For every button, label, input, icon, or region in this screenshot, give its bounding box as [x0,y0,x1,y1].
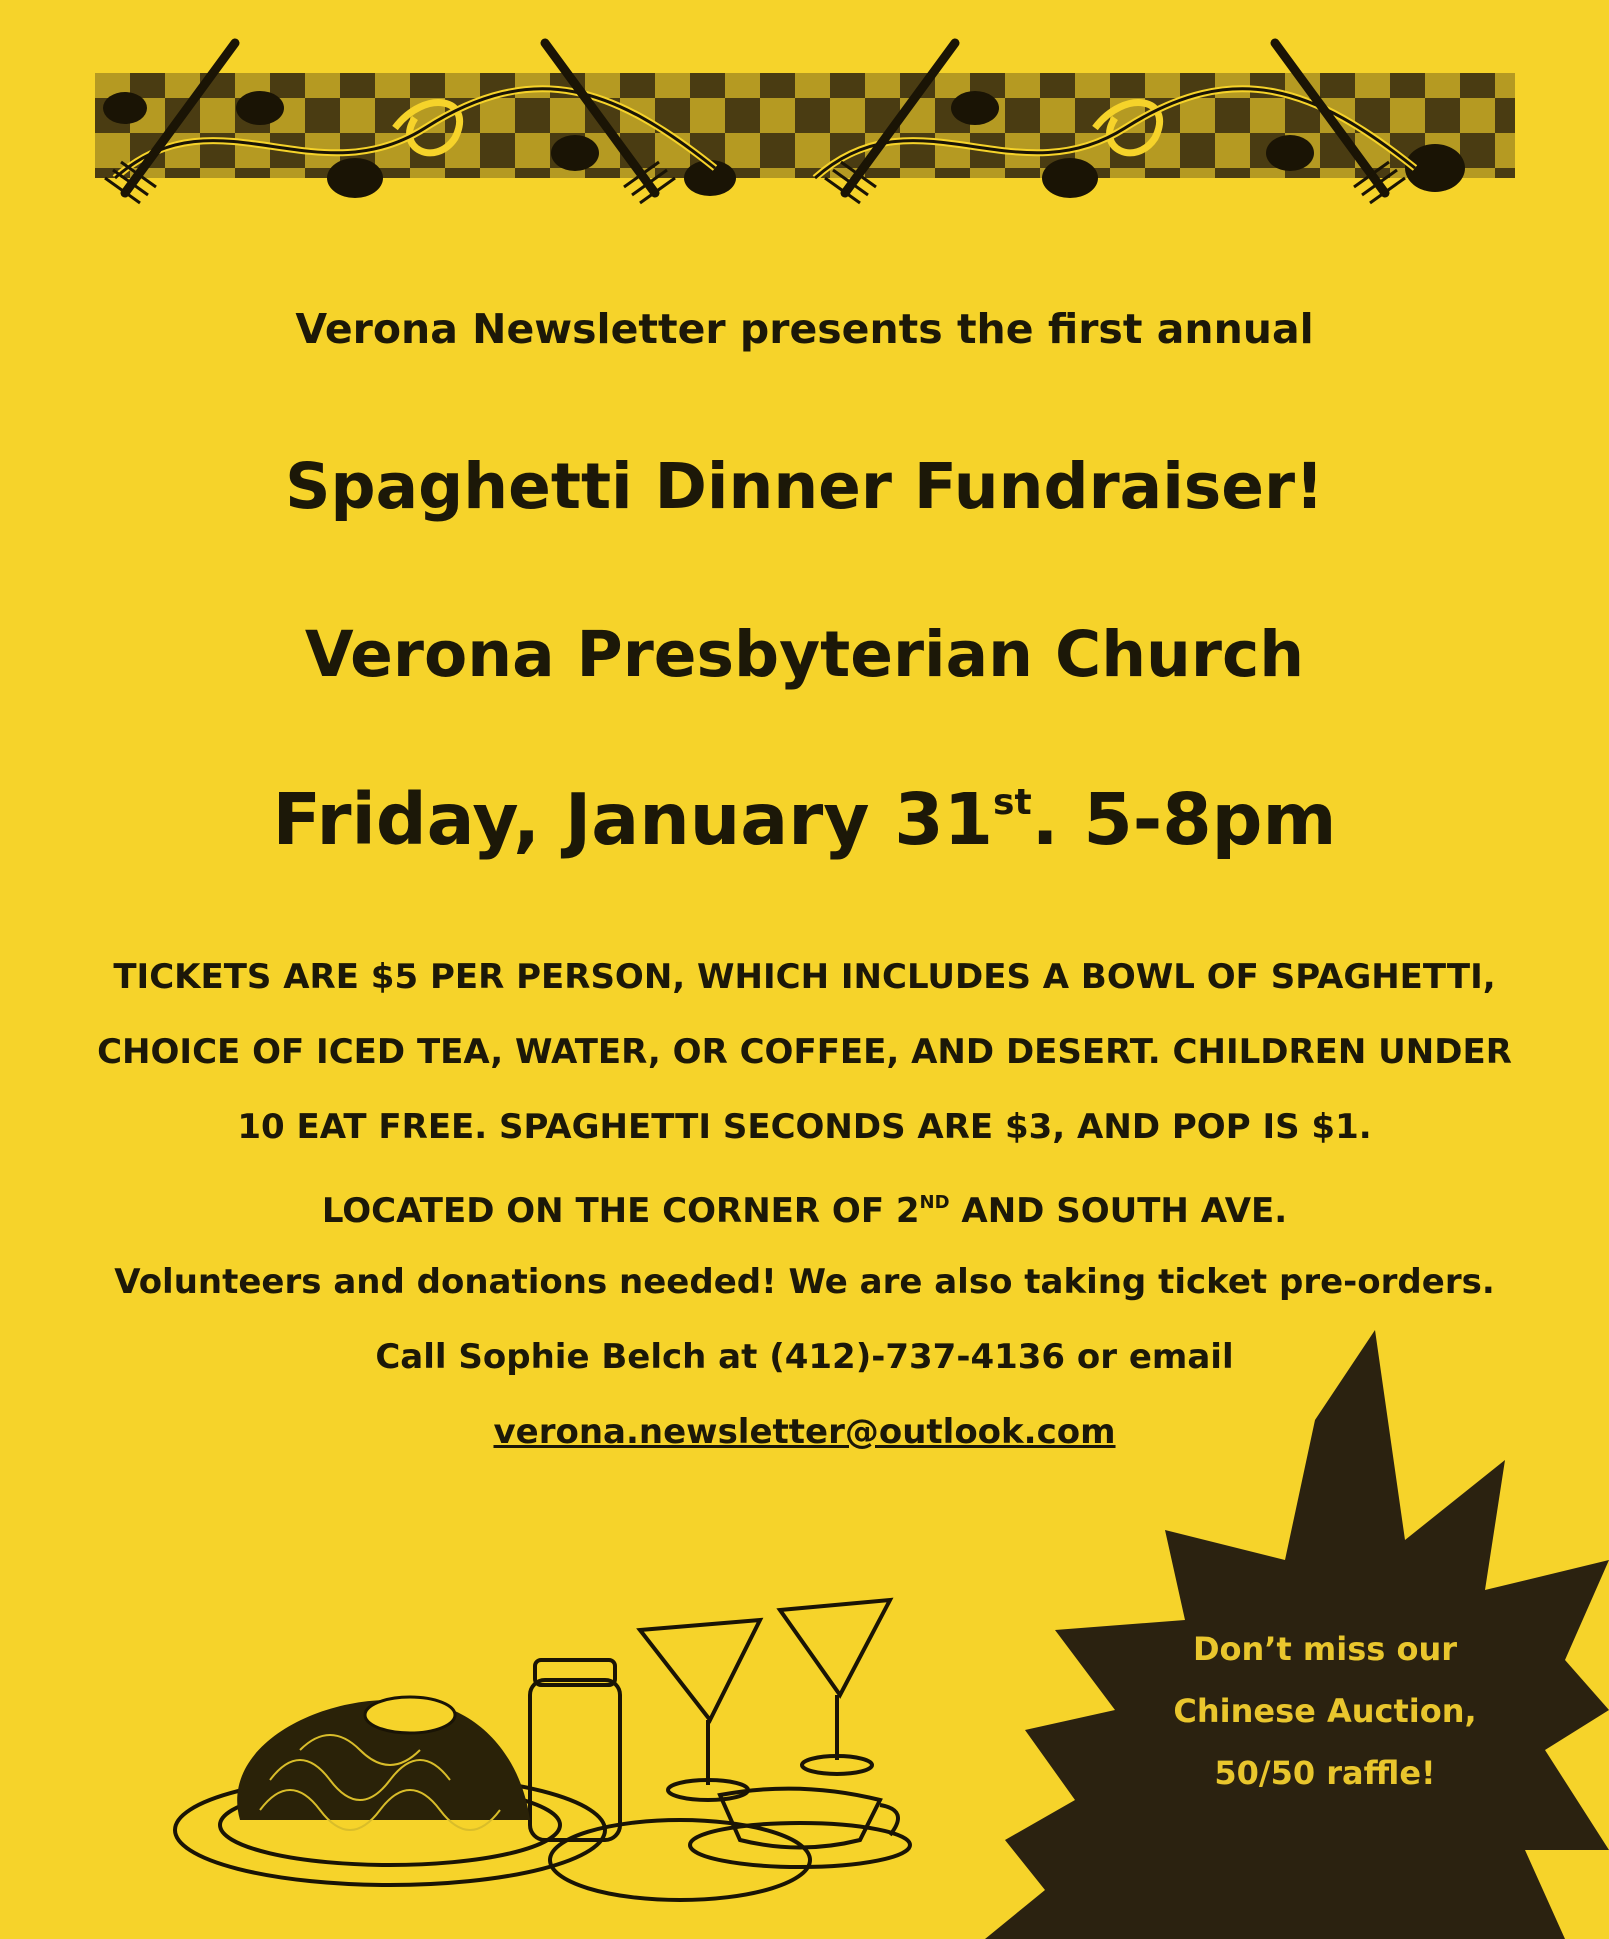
checkered-fork-spaghetti-border-icon [95,28,1515,208]
location-end: AND SOUTH AVE. [949,1191,1288,1231]
event-datetime [0,778,1609,861]
starburst-line-2: Chinese Auction, [1173,1692,1477,1730]
details-line-1: TICKETS ARE $5 PER PERSON, WHICH INCLUDES A BOWL OF SPAGHETTI, [113,957,1496,997]
location-start: LOCATED ON THE CORNER OF 2 [321,1191,920,1231]
volunteers-line: Volunteers and donations needed! We are also taking ticket pre-orders. [114,1262,1495,1302]
location-suffix: ND [919,1192,950,1213]
starburst-text [1135,1618,1515,1804]
starburst-line-3: 50/50 raffle! [1214,1754,1436,1792]
event-time: . 5-8pm [1031,778,1337,861]
intro-line: Verona Newsletter presents the first annual [295,305,1314,353]
event-title: Spaghetti Dinner Fundraiser! [285,450,1324,523]
date-suffix: st [993,782,1032,823]
ticket-details [0,940,1609,1249]
call-line: Call Sophie Belch at (412)-737-4136 or email [375,1337,1234,1377]
starburst-line-1: Don’t miss our [1192,1630,1457,1668]
details-line-2: CHOICE OF ICED TEA, WATER, OR COFFEE, AND DESERT. CHILDREN UNDER [97,1032,1512,1072]
email-link[interactable]: verona.newsletter@outlook.com [493,1412,1116,1452]
details-line-4 [0,1165,1609,1249]
venue-name: Verona Presbyterian Church [304,618,1305,691]
spaghetti-dinner-illustration-icon [160,1520,980,1920]
event-date: Friday, January 31 [272,778,994,861]
details-line-3: 10 EAT FREE. SPAGHETTI SECONDS ARE $3, AND POP IS $1. [237,1107,1372,1147]
